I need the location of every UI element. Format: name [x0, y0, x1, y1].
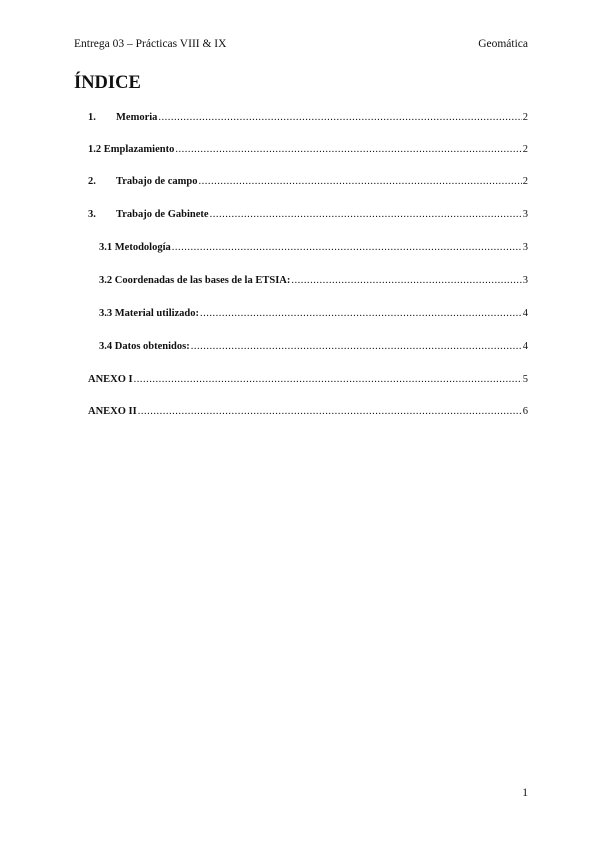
toc-title: ÍNDICE: [74, 73, 141, 93]
toc-entry-label: 3.2 Coordenadas de las bases de la ETSIA:: [99, 275, 291, 286]
toc-entry-label: Memoria: [116, 112, 158, 123]
toc-entry-anexo-i[interactable]: [88, 373, 528, 387]
toc-entry-page: 4: [522, 308, 528, 319]
toc-leader-dots: [200, 307, 522, 321]
toc-entry-trabajo-de-gabinete[interactable]: [88, 208, 528, 222]
toc-entry-label: ANEXO II: [88, 406, 137, 417]
toc-entry-trabajo-de-campo[interactable]: [88, 175, 528, 189]
toc-entry-page: 2: [522, 112, 528, 123]
toc-leader-dots: [191, 340, 522, 354]
toc-entry-emplazamiento[interactable]: [88, 143, 528, 157]
toc-entry-number: 2.: [88, 176, 96, 187]
toc-entry-page: 3: [522, 209, 528, 220]
toc-entry-number: 3.: [88, 209, 96, 220]
toc-leader-dots: [291, 274, 521, 288]
header-left-text: Entrega 03 – Prácticas VIII & IX: [74, 38, 227, 50]
page-header: [74, 36, 528, 52]
toc-entry-number: 1.: [88, 112, 96, 123]
toc-leader-dots: [172, 241, 522, 255]
toc-entry-metodologia[interactable]: [99, 241, 528, 255]
toc-entry-memoria[interactable]: [88, 111, 528, 125]
toc-entry-page: 3: [522, 275, 528, 286]
toc-entry-page: 2: [522, 144, 528, 155]
toc-leader-dots: [198, 175, 521, 189]
toc-entry-label: Trabajo de Gabinete: [116, 209, 209, 220]
toc-entry-material-utilizado[interactable]: [99, 307, 528, 321]
toc-entry-label: ANEXO I: [88, 374, 133, 385]
header-right-text: Geomática: [478, 38, 528, 50]
toc-leader-dots: [158, 111, 521, 125]
toc-entry-page: 4: [522, 341, 528, 352]
toc-leader-dots: [134, 373, 522, 387]
toc-entry-label: 1.2 Emplazamiento: [88, 144, 175, 155]
toc-entry-anexo-ii[interactable]: [88, 405, 528, 419]
toc-entry-page: 2: [522, 176, 528, 187]
toc-entry-label: 3.3 Material utilizado:: [99, 308, 200, 319]
toc-entry-datos-obtenidos[interactable]: [99, 340, 528, 354]
toc-leader-dots: [175, 143, 521, 157]
toc-leader-dots: [138, 405, 522, 419]
toc-entry-label: 3.1 Metodología: [99, 242, 171, 253]
toc-entry-page: 3: [522, 242, 528, 253]
toc-entry-coordenadas[interactable]: [99, 274, 528, 288]
toc-entry-page: 6: [522, 406, 528, 417]
page-number: 1: [522, 787, 528, 799]
toc-entry-page: 5: [522, 374, 528, 385]
toc-leader-dots: [210, 208, 522, 222]
toc-entry-label: Trabajo de campo: [116, 176, 198, 187]
toc-entry-label: 3.4 Datos obtenidos:: [99, 341, 190, 352]
